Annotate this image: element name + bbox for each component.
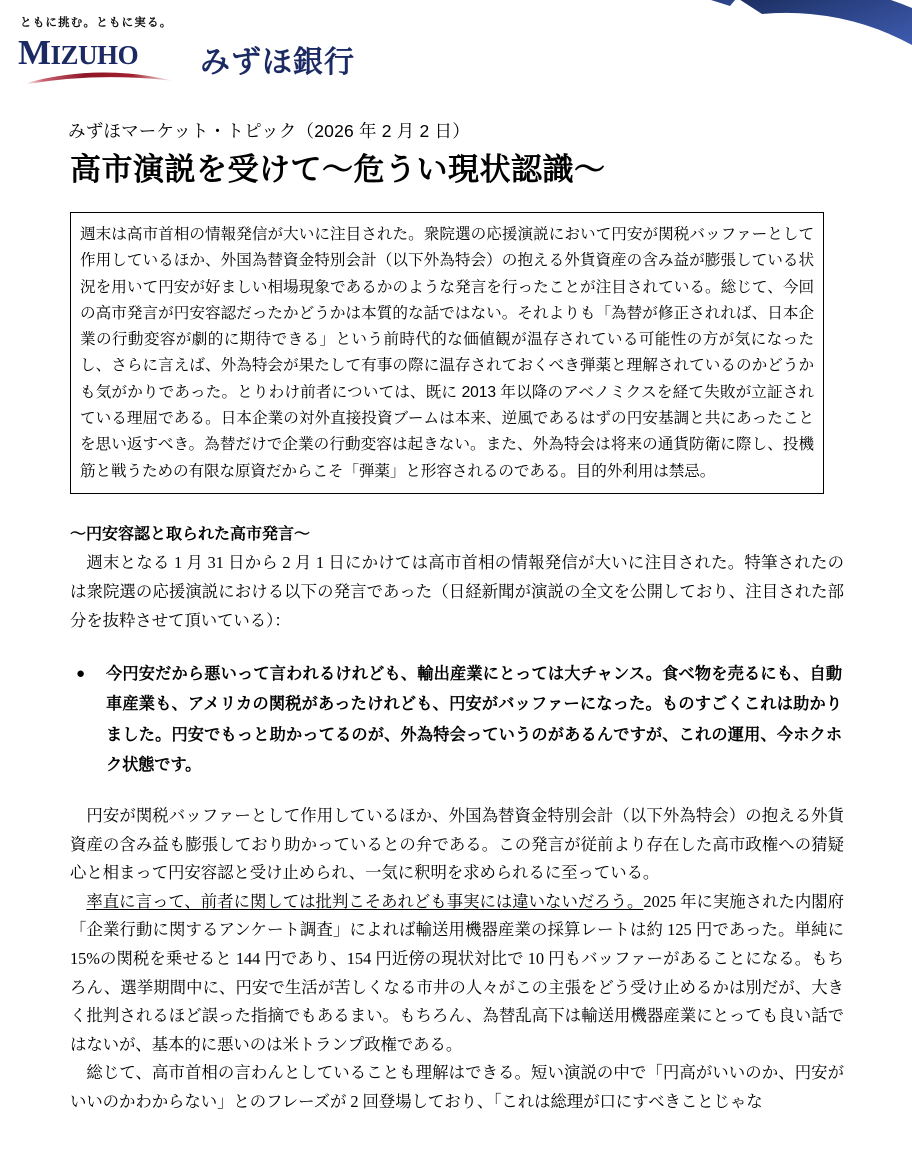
brand-tagline: ともに挑む。ともに実る。 bbox=[20, 17, 173, 29]
wordmark-rest-letters: IZUHO bbox=[50, 39, 139, 70]
bank-name-label: みずほ銀行 bbox=[200, 45, 355, 79]
wordmark-lead-letter: M bbox=[18, 32, 51, 72]
section-heading: 〜円安容認と取られた高市発言〜 bbox=[70, 525, 311, 543]
tail-paragraphs bbox=[68, 802, 844, 1117]
mizuho-wordmark bbox=[18, 33, 178, 83]
intro-paragraph: 週末となる 1 月 31 日から 2 月 1 日にかけては高市首相の情報発信が大いに注目された。特筆されたのは衆院選の応援演説における以下の発言であった（日経新聞が演説の全文を公開しており、注目された部分を抜粋させて頂いている）： bbox=[70, 553, 844, 630]
last-paragraph-truncated: 総じて、高市首相の言わんとしていることも理解はできる。短い演説の中で「円高がいいのか、円安がいいのかわからない」とのフレーズが 2 回登場しており、「これは総理が口にすべきことじゃな bbox=[70, 1063, 844, 1112]
paragraph-with-underline bbox=[70, 888, 844, 1060]
paragraph-after-quote: 円安が関税バッファーとして作用しているほか、外国為替資金特別会計（以下外為特会）の抱える外貨資産の含み益も膨張しており助かっているとの弁である。この発言が従前より存在した高市政権への猜疑心と相まって円安容認と受け止められ、一気に釈明を求められるに至っている。 bbox=[70, 806, 844, 883]
document-body bbox=[68, 118, 844, 1117]
summary-box bbox=[70, 212, 824, 494]
brand-swoosh-graphic bbox=[612, 0, 912, 120]
document-kicker: みずほマーケット・トピック（2026 年 2 月 2 日） bbox=[68, 121, 470, 141]
page-title: 高市演説を受けて〜危うい現状認識〜 bbox=[70, 152, 606, 188]
mizuho-logo bbox=[18, 18, 358, 83]
bullet-icon: ● bbox=[76, 665, 86, 683]
quote-text: 今円安だから悪いって言われるけれども、輸出産業にとっては大チャンス。食べ物を売るにも、自動車産業も、アメリカの関税があったけれども、円安がバッファーになった。ものすごくこれは助かりました。円安でもっと助かってるのが、外為特会っていうのがあるんですが、これの運用、今ホクホク状態です。 bbox=[106, 665, 842, 774]
underlined-sentence: 率直に言って、前者に関しては批判こそあれども事実には違いないだろう。 bbox=[86, 891, 644, 911]
mizuho-red-arc-icon bbox=[24, 69, 176, 85]
underline-paragraph-rest: 2025 年に実施された内閣府「企業行動に関するアンケート調査」によれば輸送用機器産業の採算レートは約 125 円であった。単純に 15%の関税を乗せると 144 円であり、154 円近傍の現状対比で 10 円もバッファーがあることになる。もちろん、選挙期間中に、円安で生活が苦しくなる市井の人々がこの主張をどう受け止めるかは別だが、大きく批判されるほど誤った指摘でもあるまい。もちろん、為替乱高下は輸送用機器産業にとっても良い話ではないが、基本的に悪いのは米トランプ政権である。 bbox=[70, 891, 844, 1054]
summary-text: 週末は高市首相の情報発信が大いに注目された。衆院選の応援演説において円安が関税バッファーとして作用しているほか、外国為替資金特別会計（以下外為特会）の抱える外貨資産の含み益が膨張している状況を用いて円安が好ましい相場現象であるかのような発言を行ったことが注目されている。総じて、今回の高市発言が円安容認だったかどうかは本質的な話ではない。それよりも「為替が修正されれば、日本企業の行動変容が劇的に期待できる」という前時代的な価値観が温存されている可能性の方が気になったし、さらに言えば、外為特会が果たして有事の際に温存されておくべき弾薬と理解されているのかどうかも気がかりであった。とりわけ前者については、既に 2013 年以降のアベノミクスを経て失敗が立証されている理屈である。日本企業の対外直接投資ブームは本来、逆風であるはずの円安基調と共にあったことを思い返すべき。為替だけで企業の行動変容は起きない。また、外為特会は将来の通貨防衛に際し、投機筋と戦うための有限な原資だからこそ「弾薬」と形容されるのである。目的外利用は禁忌。 bbox=[80, 225, 814, 480]
quote-block bbox=[70, 659, 842, 780]
page-header bbox=[0, 0, 912, 112]
